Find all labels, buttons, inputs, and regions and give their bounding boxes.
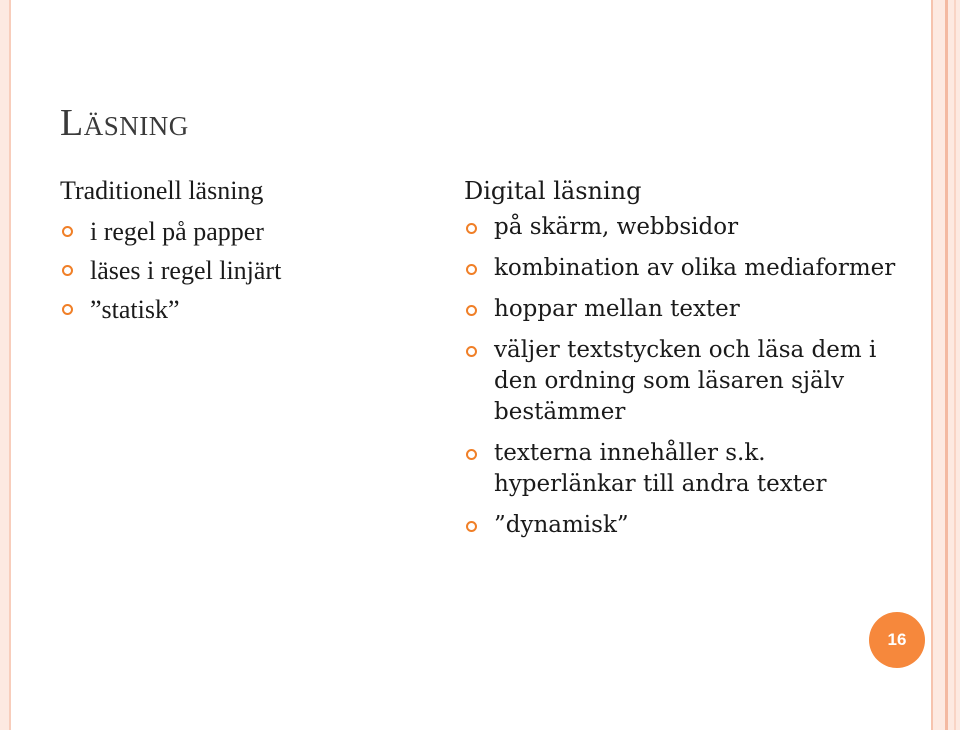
slide-number-badge	[869, 612, 925, 668]
bullet-item	[464, 212, 904, 243]
circle-bullet-icon	[62, 304, 73, 315]
right-bullet-list	[464, 212, 904, 541]
left-column-heading: Traditionell läsning	[60, 176, 264, 205]
bullet-text: kombination av olika mediaformer	[494, 255, 896, 281]
bullet-item	[464, 335, 904, 428]
bullet-text: texterna innehåller s.k. hyperlänkar till andra texter	[494, 440, 827, 497]
right-column-heading: Digital läsning	[464, 177, 642, 205]
slide-border-right-line	[931, 0, 933, 730]
slide-border-right-line	[945, 0, 948, 730]
slide-number: 16	[887, 630, 907, 649]
circle-bullet-icon	[466, 449, 477, 460]
circle-bullet-icon	[466, 521, 477, 532]
bullet-item	[60, 212, 440, 251]
bullet-item	[464, 438, 904, 500]
bullet-text: ”dynamisk”	[494, 512, 629, 538]
right-column	[464, 174, 904, 551]
bullet-item	[60, 251, 440, 290]
bullet-text: ”statisk”	[90, 295, 180, 324]
slide-title: Läsning	[60, 102, 189, 144]
bullet-item	[464, 294, 904, 325]
circle-bullet-icon	[62, 265, 73, 276]
circle-bullet-icon	[466, 223, 477, 234]
bullet-text: hoppar mellan texter	[494, 296, 740, 322]
slide-border-left-line	[9, 0, 11, 730]
circle-bullet-icon	[466, 264, 477, 275]
circle-bullet-icon	[466, 346, 477, 357]
bullet-text: läses i regel linjärt	[90, 256, 282, 285]
bullet-text: väljer textstycken och läsa dem i den ordning som läsaren själv bestämmer	[494, 337, 877, 425]
bullet-item	[464, 253, 904, 284]
bullet-text: på skärm, webbsidor	[494, 214, 739, 240]
slide-border-right-line	[954, 0, 956, 730]
left-column	[60, 174, 440, 329]
bullet-item	[464, 510, 904, 541]
slide-border-left	[0, 0, 9, 730]
circle-bullet-icon	[466, 305, 477, 316]
circle-bullet-icon	[62, 226, 73, 237]
bullet-text: i regel på papper	[90, 217, 264, 246]
left-bullet-list	[60, 212, 440, 329]
bullet-item	[60, 290, 440, 329]
